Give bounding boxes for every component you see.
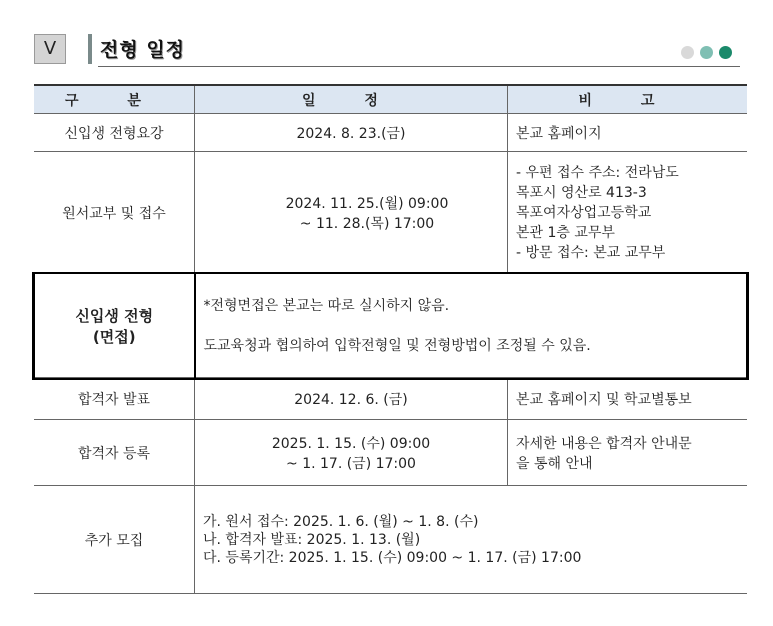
row-label: 합격자 등록: [34, 420, 195, 486]
title-accent-bar: [88, 34, 92, 64]
title-underline: [98, 66, 740, 67]
row-merged-note: *전형면접은 본교는 따로 실시하지 않음. 도교육청과 협의하여 입학전형일 및 전형방법이 조정될 수 있음.: [195, 274, 748, 378]
row-label: 추가 모집: [34, 486, 195, 594]
header-category: 구 분: [34, 85, 195, 114]
schedule-table: [33, 84, 748, 594]
section-title: 전형 일정: [100, 39, 186, 61]
row-merged-note: 가. 원서 접수: 2025. 1. 6. (월) ~ 1. 8. (수) 나. 합격자 발표: 2025. 1. 13. (월) 다. 등록기간: 2025. 1. 15. (수) 09:00 ~ 1. 17. (금) 17:00: [195, 486, 748, 594]
row-label: 신입생 전형 (면접): [34, 274, 195, 378]
row-label: 합격자 발표: [34, 378, 195, 420]
row-schedule: 2024. 8. 23.(금): [195, 114, 508, 152]
section-header: [34, 34, 740, 68]
header-note: 비 고: [508, 85, 748, 114]
dot-icon: [681, 46, 694, 59]
row-note: 본교 홈페이지 및 학교별통보: [508, 378, 748, 420]
section-number: V: [34, 34, 66, 64]
row-schedule: 2024. 11. 25.(월) 09:00 ~ 11. 28.(목) 17:00: [195, 152, 508, 274]
row-label: 원서교부 및 접수: [34, 152, 195, 274]
dot-icon: [719, 46, 732, 59]
header-schedule: 일 정: [195, 85, 508, 114]
table-row: [34, 152, 747, 274]
table-row-highlighted: [34, 274, 747, 378]
row-schedule: 2024. 12. 6. (금): [195, 378, 508, 420]
dot-icon: [700, 46, 713, 59]
row-note: 본교 홈페이지: [508, 114, 748, 152]
decorative-dots: [681, 46, 732, 59]
table-row: [34, 486, 747, 594]
row-label: 신입생 전형요강: [34, 114, 195, 152]
table-row: [34, 420, 747, 486]
table-row: [34, 378, 747, 420]
row-note: - 우편 접수 주소: 전라남도 목포시 영산로 413-3 목포여자상업고등학교 본관 1층 교무부 - 방문 접수: 본교 교무부: [508, 152, 748, 274]
table-header-row: [34, 85, 747, 114]
row-note: 자세한 내용은 합격자 안내문 을 통해 안내: [508, 420, 748, 486]
row-schedule: 2025. 1. 15. (수) 09:00 ~ 1. 17. (금) 17:00: [195, 420, 508, 486]
table-row: [34, 114, 747, 152]
